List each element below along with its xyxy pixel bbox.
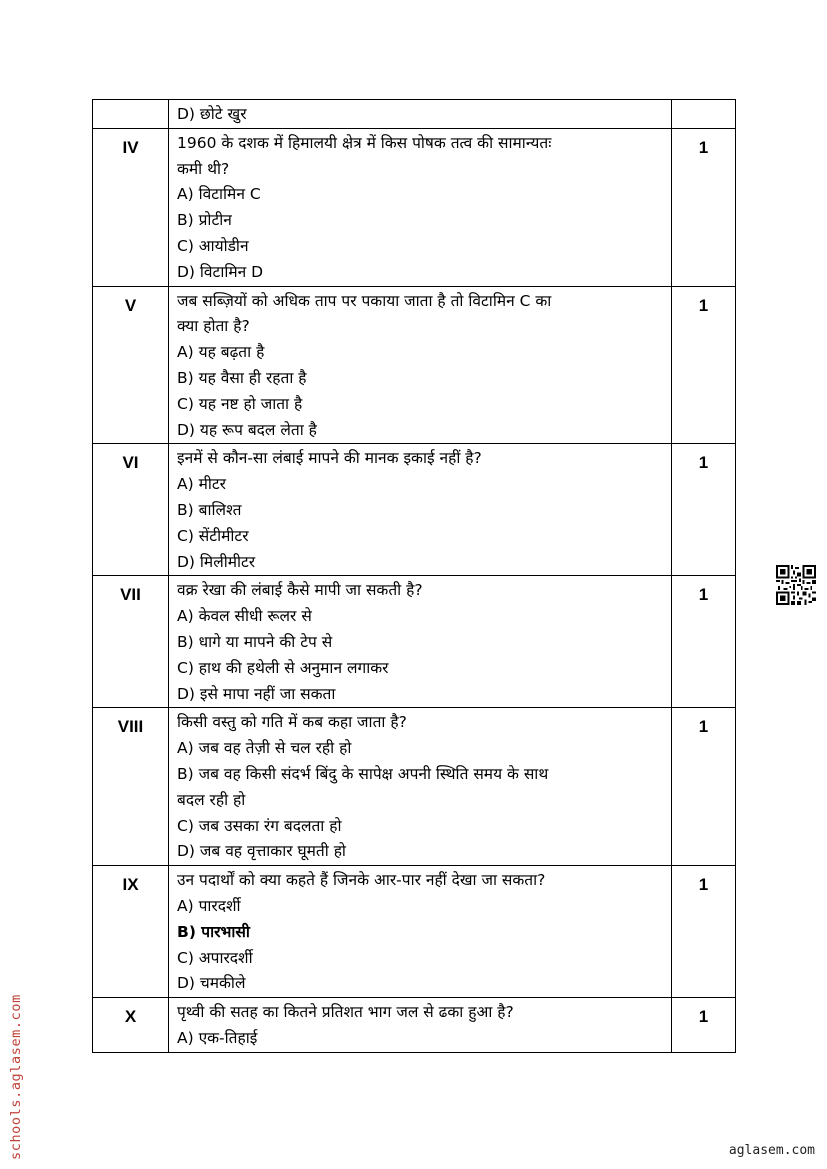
option-text-line: A) मीटर: [177, 475, 227, 494]
option-text-line: A) यह बढ़ता है: [177, 343, 265, 362]
option-text-line: बदल रही हो: [177, 790, 246, 809]
option-text-line: A) केवल सीधी रूलर से: [177, 607, 312, 626]
question-number: IX: [93, 866, 169, 998]
option-text-line: B) यह वैसा ही रहता है: [177, 368, 307, 387]
question-number: VII: [93, 576, 169, 708]
option-text-line: C) सेंटीमीटर: [177, 526, 249, 545]
question-row: [93, 286, 736, 444]
option-text-line: A) विटामिन C: [177, 185, 261, 204]
option-text-line: C) अपारदर्शी: [177, 948, 253, 967]
question-number: VI: [93, 444, 169, 576]
option-text-line: D) विटामिन D: [177, 262, 264, 281]
question-text-line: पृथ्वी की सतह का कितने प्रतिशत भाग जल से ढका हुआ है?: [177, 1003, 514, 1022]
option-text-line: D) जब वह वृत्ताकार घूमती हो: [177, 842, 346, 861]
question-text-line: इनमें से कौन-सा लंबाई मापने की मानक इकाई नहीं है?: [177, 449, 482, 468]
option-text-line: B) प्रोटीन: [177, 211, 232, 230]
question-marks: 1: [672, 576, 736, 708]
question-row: [93, 100, 736, 129]
question-number: [93, 100, 169, 129]
question-number: VIII: [93, 708, 169, 866]
question-table: [92, 99, 736, 1053]
option-text-line: D) यह रूप बदल लेता है: [177, 420, 317, 439]
question-content: [169, 866, 672, 998]
question-row: [93, 998, 736, 1053]
question-marks: 1: [672, 128, 736, 286]
question-row: [93, 708, 736, 866]
question-sheet: [92, 99, 735, 1053]
question-marks: 1: [672, 708, 736, 866]
option-text-line: D) छोटे खुर: [177, 105, 247, 123]
question-marks: [672, 100, 736, 129]
option-text-line: A) पारदर्शी: [177, 896, 241, 915]
question-row: [93, 444, 736, 576]
question-table-body: [93, 100, 736, 1053]
question-number: X: [93, 998, 169, 1053]
qr-code-icon: [776, 565, 816, 605]
option-text-line: B) पारभासी: [177, 922, 250, 941]
option-text-line: D) इसे मापा नहीं जा सकता: [177, 684, 336, 703]
question-marks: 1: [672, 444, 736, 576]
question-row: [93, 866, 736, 998]
question-marks: 1: [672, 998, 736, 1053]
question-row: [93, 128, 736, 286]
option-text-line: C) हाथ की हथेली से अनुमान लगाकर: [177, 658, 389, 677]
question-content: [169, 444, 672, 576]
option-text-line: B) बालिश्त: [177, 500, 242, 519]
option-text-line: B) धागे या मापने की टेप से: [177, 632, 333, 651]
option-text-line: D) चमकीले: [177, 974, 246, 993]
question-content: [169, 128, 672, 286]
option-text-line: C) यह नष्ट हो जाता है: [177, 394, 303, 413]
question-row: [93, 576, 736, 708]
option-text-line: D) मिलीमीटर: [177, 552, 256, 571]
option-text-line: C) आयोडीन: [177, 236, 249, 255]
question-text-line: जब सब्ज़ियों को अधिक ताप पर पकाया जाता है तो विटामिन C का: [177, 291, 552, 310]
question-content: [169, 286, 672, 444]
question-text-line: 1960 के दशक में हिमालयी क्षेत्र में किस पोषक तत्व की सामान्यतः: [177, 133, 552, 152]
question-text-line: वक्र रेखा की लंबाई कैसे मापी जा सकती है?: [177, 581, 423, 600]
option-text-line: B) जब वह किसी संदर्भ बिंदु के सापेक्ष अपनी स्थिति समय के साथ: [177, 764, 549, 783]
footer-site-url: aglasem.com: [728, 1143, 815, 1158]
question-marks: 1: [672, 866, 736, 998]
side-watermark: schools.aglasem.com: [8, 994, 24, 1160]
question-content: [169, 576, 672, 708]
question-text-line: किसी वस्तु को गति में कब कहा जाता है?: [177, 713, 407, 732]
question-content: [169, 998, 672, 1053]
question-marks: 1: [672, 286, 736, 444]
question-number: IV: [93, 128, 169, 286]
question-text-line: उन पदार्थों को क्या कहते हैं जिनके आर-पार नहीं देखा जा सकता?: [177, 871, 546, 890]
option-text-line: क्या होता है?: [177, 317, 250, 336]
question-number: V: [93, 286, 169, 444]
option-text-line: A) जब वह तेज़ी से चल रही हो: [177, 739, 352, 758]
question-content: [169, 708, 672, 866]
option-text-line: A) एक-तिहाई: [177, 1028, 258, 1047]
option-text-line: C) जब उसका रंग बदलता हो: [177, 816, 342, 835]
question-content: [169, 100, 672, 129]
option-text-line: कमी थी?: [177, 159, 230, 178]
